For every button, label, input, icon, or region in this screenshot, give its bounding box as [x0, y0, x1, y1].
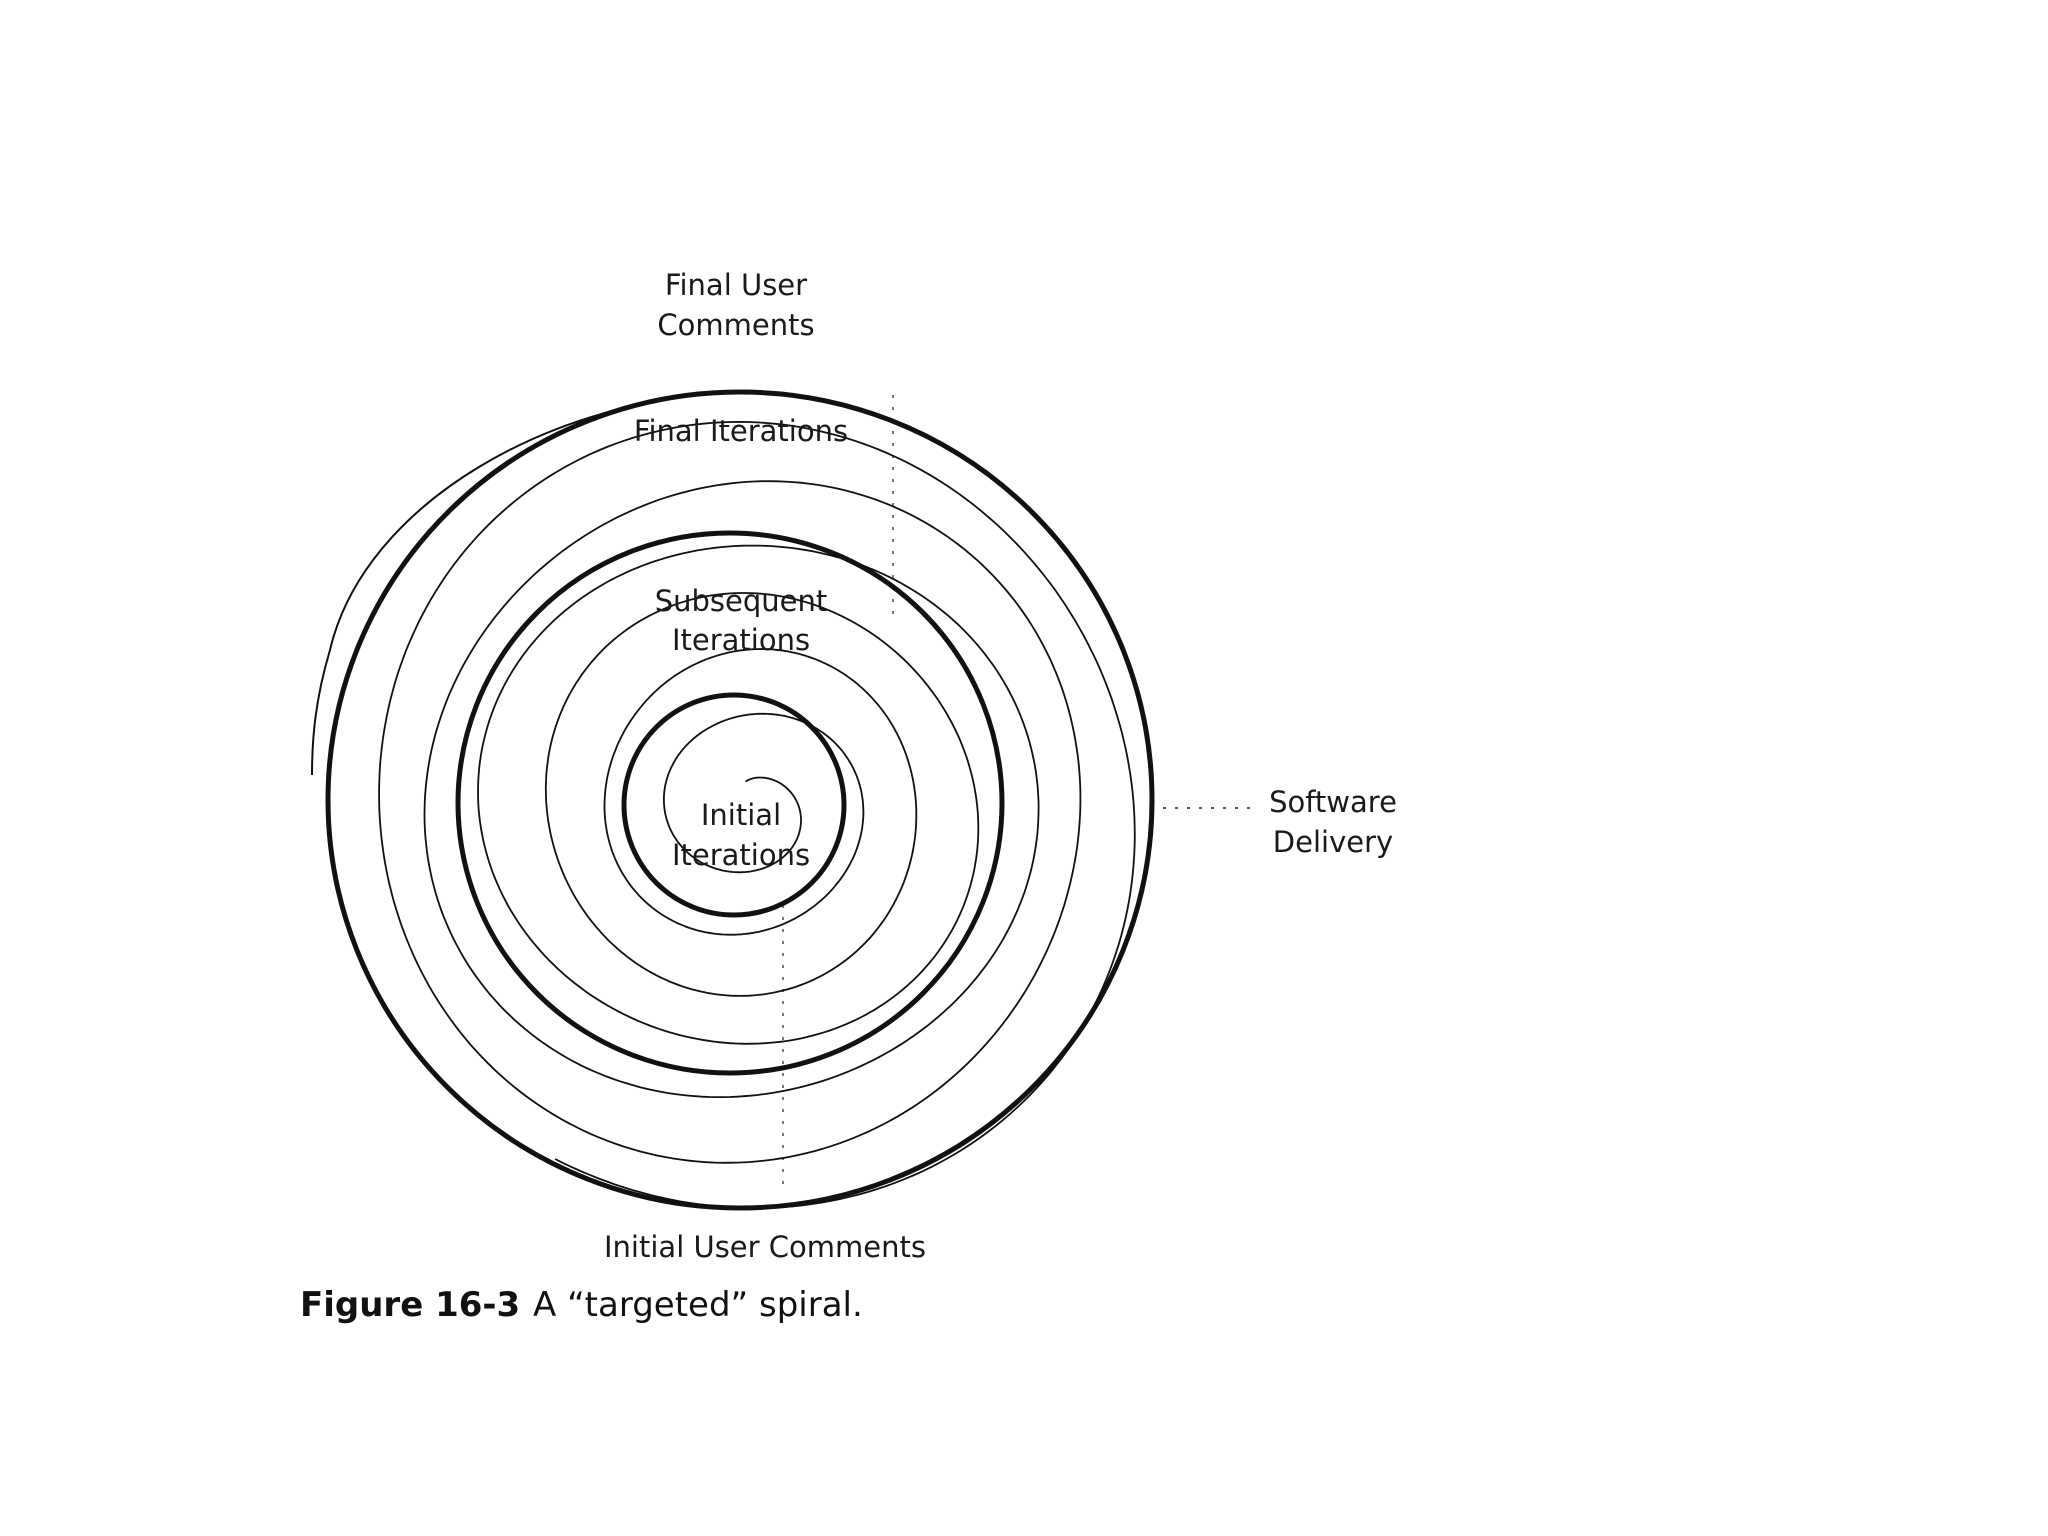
initial-iterations-label-1: Initial: [700, 798, 782, 832]
figure-number: Figure 16-3: [300, 1285, 521, 1325]
software-delivery-label-2: Delivery: [1272, 825, 1394, 859]
software-delivery-label-1: Software: [1269, 785, 1397, 819]
subsequent-iterations-label-2: Iterations: [671, 623, 811, 657]
final-user-comments-label-2: Comments: [657, 308, 815, 342]
final-iterations-label: Final Iterations: [633, 414, 849, 448]
initial-iterations-label-2: Iterations: [671, 838, 811, 872]
final-user-comments-label-1: Final User: [664, 268, 808, 302]
initial-user-comments-label: Initial User Comments: [604, 1230, 926, 1264]
subsequent-iterations-label-1: Subsequent: [654, 584, 828, 618]
figure-caption: A “targeted” spiral.: [533, 1285, 863, 1325]
